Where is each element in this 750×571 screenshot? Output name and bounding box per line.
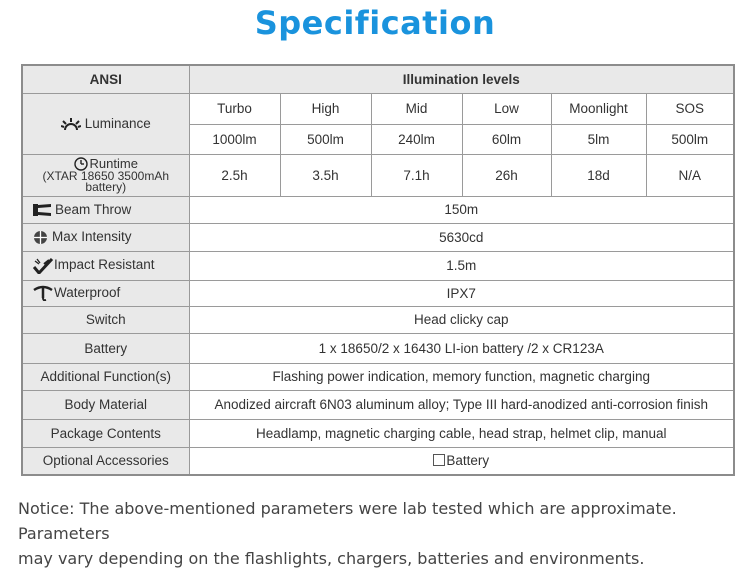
illumination-levels-header: Illumination levels [189,65,734,93]
body-material-row [22,390,734,419]
runtime-low: 26h [462,154,551,196]
runtime-high: 3.5h [280,154,371,196]
optional-row [22,447,734,475]
impact-value: 1.5m [189,251,734,280]
mode-high: High [280,93,371,124]
ansi-header: ANSI [22,65,189,93]
beam-throw-row [22,196,734,223]
runtime-label: Runtime [89,155,138,171]
waterproof-row [22,280,734,306]
switch-label: Switch [22,306,189,333]
luminance-turbo: 1000lm [189,124,280,154]
package-label: Package Contents [22,419,189,447]
notice-line-1: Notice: The above-mentioned parameters were lab tested which are approximate. Parameters [18,499,677,543]
beam-throw-value: 150m [189,196,734,223]
package-value: Headlamp, magnetic charging cable, head strap, helmet clip, manual [189,419,734,447]
battery-label: Battery [22,333,189,363]
modes-row [22,93,734,124]
page-title: Specification [254,4,496,42]
max-intensity-row [22,223,734,251]
body-material-value: Anodized aircraft 6N03 aluminum alloy; Type III hard-anodized anti-corrosion finish [189,390,734,419]
optional-value-cell [189,447,734,475]
switch-row [22,306,734,333]
max-intensity-label: Max Intensity [52,229,132,245]
additional-value: Flashing power indication, memory function, magnetic charging [189,363,734,390]
header-row [22,65,734,93]
crosshair-icon [33,230,48,245]
impact-label-cell [22,251,189,280]
battery-value: 1 x 18650/2 x 16430 LI-ion battery /2 x CR123A [189,333,734,363]
beam-throw-label-cell [22,196,189,223]
sun-rays-icon [61,117,81,131]
luminance-mid: 240lm [371,124,462,154]
package-row [22,419,734,447]
beam-icon [33,204,51,216]
runtime-moonlight: 18d [551,154,646,196]
impact-label: Impact Resistant [54,257,155,273]
waterproof-value: IPX7 [189,280,734,306]
max-intensity-value: 5630cd [189,223,734,251]
mode-turbo: Turbo [189,93,280,124]
runtime-mid: 7.1h [371,154,462,196]
luminance-moonlight: 5lm [551,124,646,154]
luminance-label-cell [22,93,189,154]
optional-label: Optional Accessories [22,447,189,475]
runtime-battery-note-end: battery) [85,180,127,195]
runtime-row [22,154,734,196]
runtime-battery-note: (XTAR 18650 3500mAh [42,169,169,184]
luminance-sos: 500lm [646,124,734,154]
runtime-sos: N/A [646,154,734,196]
mode-low: Low [462,93,551,124]
beam-throw-label: Beam Throw [55,202,132,217]
waterproof-label-cell [22,280,189,306]
runtime-turbo: 2.5h [189,154,280,196]
waterproof-label: Waterproof [54,284,121,300]
optional-value: Battery [446,453,490,469]
luminance-low: 60lm [462,124,551,154]
runtime-label-cell [22,154,189,196]
mode-moonlight: Moonlight [551,93,646,124]
mode-sos: SOS [646,93,734,124]
mode-mid: Mid [371,93,462,124]
notice-text [18,496,740,571]
switch-value: Head clicky cap [189,306,734,333]
notice-line-2: may vary depending on the flashlights, chargers, batteries and environments. [18,549,645,568]
body-material-label: Body Material [22,390,189,419]
luminance-label: Luminance [84,115,151,131]
max-intensity-label-cell [22,223,189,251]
additional-label: Additional Function(s) [22,363,189,390]
checkbox-icon [433,454,445,466]
battery-row [22,333,734,363]
impact-icon [33,258,53,274]
impact-row [22,251,734,280]
additional-row [22,363,734,390]
waterproof-icon [33,285,53,301]
luminance-high: 500lm [280,124,371,154]
spec-table [21,64,735,476]
